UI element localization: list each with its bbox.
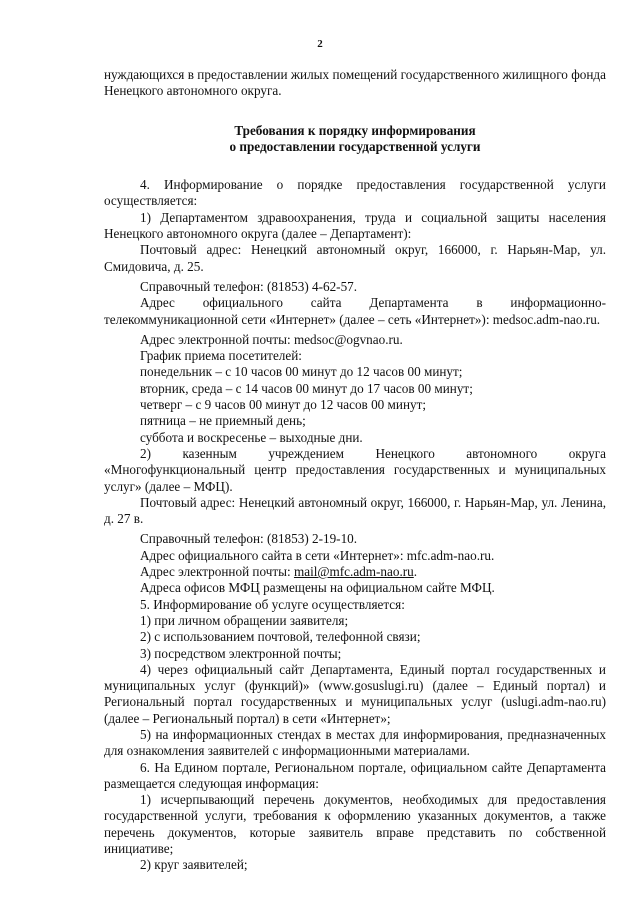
schedule-item: пятница – не приемный день;: [140, 413, 306, 429]
paragraph-4-2: 2) казенным учреждением Ненецкого автономного округа «Многофункциональный центр предоставления государственных и муниципальных услуг» (далее – МФЦ).: [104, 445, 606, 494]
paragraph-4-1-phone: Справочный телефон: (81853) 4-62-57.: [140, 278, 358, 294]
paragraph-4-1-site: Адрес официального сайта Департамента в информационно-телекоммуникационной сети «Интернет» (далее – сеть «Интернет»): medsoc.adm-nao.ru.: [104, 295, 606, 327]
paragraph-4-2-site: Адрес официального сайта в сети «Интернет»: mfc.adm-nao.ru.: [140, 547, 495, 563]
paragraph-4-2-postal: Почтовый адрес: Ненецкий автономный округ, 166000, г. Нарьян-Мар, ул. Ленина, д. 27 в.: [104, 494, 606, 527]
paragraph-5-3: 3) посредством электронной почты;: [140, 645, 342, 661]
paragraph-4: 4. Информирование о порядке предоставления государственной услуги осуществляется:: [104, 177, 606, 209]
section-heading-line-2: о предоставлении государственной услуги: [229, 138, 481, 154]
paragraph-4-2-phone: Справочный телефон: (81853) 2-19-10.: [140, 531, 358, 547]
paragraph-5-1: 1) при личном обращении заявителя;: [140, 612, 349, 628]
page-number: 2: [317, 38, 323, 50]
paragraph-4-1-postal: Почтовый адрес: Ненецкий автономный округ, 166000, г. Нарьян-Мар, ул. Смидовича, д. 25.: [104, 242, 606, 274]
section-heading-line-1: Требования к порядку информирования: [234, 122, 476, 138]
section-heading: [104, 123, 606, 156]
paragraph-5-5: 5) на информационных стендах в местах для информирования, предназначенных для ознакомления заявителей с информационными материалами.: [104, 726, 606, 759]
email-label: Адрес электронной почты:: [140, 564, 294, 580]
paragraph-5-2: 2) с использованием почтовой, телефонной связи;: [140, 629, 421, 645]
paragraph-6: 6. На Едином портале, Региональном портале, официальном сайте Департамента размещается следующая информация:: [104, 759, 606, 791]
document-body: [104, 67, 606, 874]
schedule-item: понедельник – с 10 часов 00 минут до 12 часов 00 минут;: [140, 364, 463, 380]
schedule-item: суббота и воскресенье – выходные дни.: [140, 429, 363, 445]
paragraph-4-1: 1) Департаментом здравоохранения, труда и социальной защиты населения Ненецкого автономного округа (далее – Департамент):: [104, 209, 606, 242]
paragraph-4-2-email: [104, 564, 606, 580]
paragraph-4-2-offices: Адреса офисов МФЦ размещены на официальном сайте МФЦ.: [140, 580, 495, 596]
paragraph-5: 5. Информирование об услуге осуществляется:: [140, 596, 405, 612]
schedule-title: График приема посетителей:: [140, 348, 302, 364]
email-link[interactable]: mail@mfc.adm-nao.ru: [293, 564, 414, 580]
paragraph-4-1-email: Адрес электронной почты: medsoc@ogvnao.ru.: [140, 331, 403, 347]
paragraph-6-2: 2) круг заявителей;: [140, 857, 248, 873]
paragraph-6-1: 1) исчерпывающий перечень документов, необходимых для предоставления государственной услуги, требования к оформлению указанных документов, а также перечень документов, которые заявитель вправе представить по собственной инициативе;: [104, 792, 606, 857]
email-end: .: [413, 564, 418, 580]
intro-paragraph: нуждающихся в предоставлении жилых помещений государственного жилищного фонда Ненецкого автономного округа.: [104, 67, 606, 99]
paragraph-5-4: 4) через официальный сайт Департамента, Единый портал государственных и муниципальных услуг (функций)» (www.gosuslugi.ru) (далее – Единый портал) и Региональный портал государственных и муниципальных услуг (uslugi.adm-nao.ru) (далее – Региональный портал) в сети «Интернет»;: [104, 661, 606, 726]
schedule-item: вторник, среда – с 14 часов 00 минут до 17 часов 00 минут;: [140, 380, 473, 396]
schedule-item: четверг – с 9 часов 00 минут до 12 часов 00 минут;: [140, 397, 427, 413]
